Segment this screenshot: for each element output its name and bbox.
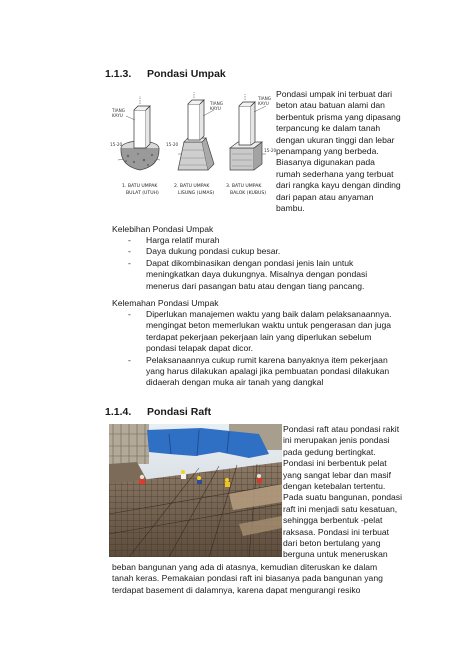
desc-line: dari papan atau anyaman xyxy=(276,191,374,202)
raft-photo-illustration xyxy=(109,424,282,557)
caption-3-line1: 3. BATU UMPAK xyxy=(226,184,262,189)
list-item: - Diperlukan manajemen waktu yang baik dalam pelaksanaannya. mengingat beton memerlukan waktu untuk pengerasan dan juga terdapat pekerjaan pekerjaan lain yang diperlukan sebelum pondasi telapak dapat dicor. xyxy=(128,309,392,354)
caption-3-line2: BALOK (KUBUS) xyxy=(230,191,267,196)
raft-line: tanah keras. Pemakaian pondasi raft ini biasanya pada bangunan yang xyxy=(112,573,383,584)
kelebihan-list xyxy=(128,235,428,292)
list-item: - Pelaksanaannya cukup rumit karena banyaknya item pekerjaan yang harus dilakukan apalagi jika pembuatan pondasi dilakukan didaerah dengan muka air tanah yang dangkal xyxy=(128,354,390,388)
umpak-figure xyxy=(108,90,276,208)
kelemahan-title: Kelemahan Pondasi Umpak xyxy=(112,298,219,308)
umpak-sketch xyxy=(108,90,276,208)
raft-line: Pada suatu bangunan, pondasi xyxy=(283,492,402,503)
dim-right: 15-20 xyxy=(264,148,276,153)
raft-line: Pondasi ini berbentuk pelat xyxy=(283,458,387,469)
section-heading-umpak xyxy=(105,68,226,80)
section-number: 1.1.3. xyxy=(105,68,132,80)
desc-line: rumah sederhana yang terbuat xyxy=(276,168,394,179)
raft-line: berguna untuk meneruskan xyxy=(283,549,388,560)
desc-line: Pondasi umpak ini terbuat dari xyxy=(276,89,393,99)
callout-left-2: KAYU xyxy=(112,113,123,118)
caption-2-line2: LISUNG (LIMAS) xyxy=(178,191,215,196)
list-item: - Harga relatif murah xyxy=(128,235,220,245)
desc-line: penampang yang berbeda. xyxy=(276,146,379,157)
dim-mid: 15-20 xyxy=(166,142,179,147)
raft-full-text xyxy=(112,562,383,596)
callout-right-1: TIANG xyxy=(258,96,272,101)
callout-right-2: KAYU xyxy=(258,101,269,106)
desc-line: dengan ukuran tinggi dan lebar xyxy=(276,134,395,145)
list-item: - Dapat dikombinasikan dengan pondasi jenis lain untuk meningkatkan daya dukungnya. Misalnya dengan pondasi menerus dari pasangan batu atau dengan tiang pancang. xyxy=(128,257,368,291)
raft-side-text xyxy=(283,424,402,561)
raft-line: raft ini menjadi satu kesatuan, xyxy=(283,503,398,514)
umpak-description xyxy=(276,89,401,214)
dim-left: 15-20 xyxy=(110,142,123,147)
raft-line: Pondasi raft atau pondasi rakit xyxy=(283,424,400,434)
raft-line: raksasa. Pondasi ini terbuat xyxy=(283,526,390,537)
callout-mid-1: TIANG xyxy=(210,101,224,106)
raft-line: pada gedung bertingkat. xyxy=(283,446,376,457)
raft-line: ini merupakan jenis pondasi xyxy=(283,435,390,446)
umpak-bulat xyxy=(121,96,159,170)
desc-line: Biasanya digunakan pada xyxy=(276,157,375,168)
section-title: Pondasi Raft xyxy=(147,406,212,418)
raft-photo xyxy=(109,424,282,557)
desc-line: beton atau batuan alami dan xyxy=(276,100,385,111)
section-number: 1.1.4. xyxy=(105,406,132,418)
callout-left-1: TIANG xyxy=(112,108,126,113)
raft-line: yang sangat lebar dan masif xyxy=(283,469,391,480)
callout-mid-2: KAYU xyxy=(210,106,221,111)
kelemahan-list xyxy=(128,309,448,389)
list-item: - Daya dukung pondasi cukup besar. xyxy=(128,246,281,257)
raft-line: sehingga berbentuk -pelat xyxy=(283,515,383,526)
desc-line: berbentuk prisma yang dipasang xyxy=(276,111,401,122)
desc-line: bambu. xyxy=(276,203,305,214)
caption-2-line1: 2. BATU UMPAK xyxy=(174,184,210,189)
raft-line: dari beton bertulang yang xyxy=(283,538,381,549)
desc-line: terpancung ke dalam tanah xyxy=(276,123,381,134)
raft-line: dengan ketebalan tertentu. xyxy=(283,481,386,492)
section-heading-raft xyxy=(105,406,211,418)
kelebihan-title: Kelebihan Pondasi Umpak xyxy=(112,224,214,234)
section-title: Pondasi Umpak xyxy=(147,68,226,80)
desc-line: dari rangka kayu dengan dinding xyxy=(276,180,401,191)
umpak-lisung xyxy=(178,92,214,170)
raft-line: beban bangunan yang ada di atasnya, kemudian diteruskan ke dalam xyxy=(112,562,378,572)
caption-1-line2: BULAT (UTUH) xyxy=(126,191,159,196)
raft-line: terdapat basement di dalamnya, karena dapat mengurangi resiko xyxy=(112,584,361,595)
caption-1-line1: 1. BATU UMPAK xyxy=(122,184,158,189)
